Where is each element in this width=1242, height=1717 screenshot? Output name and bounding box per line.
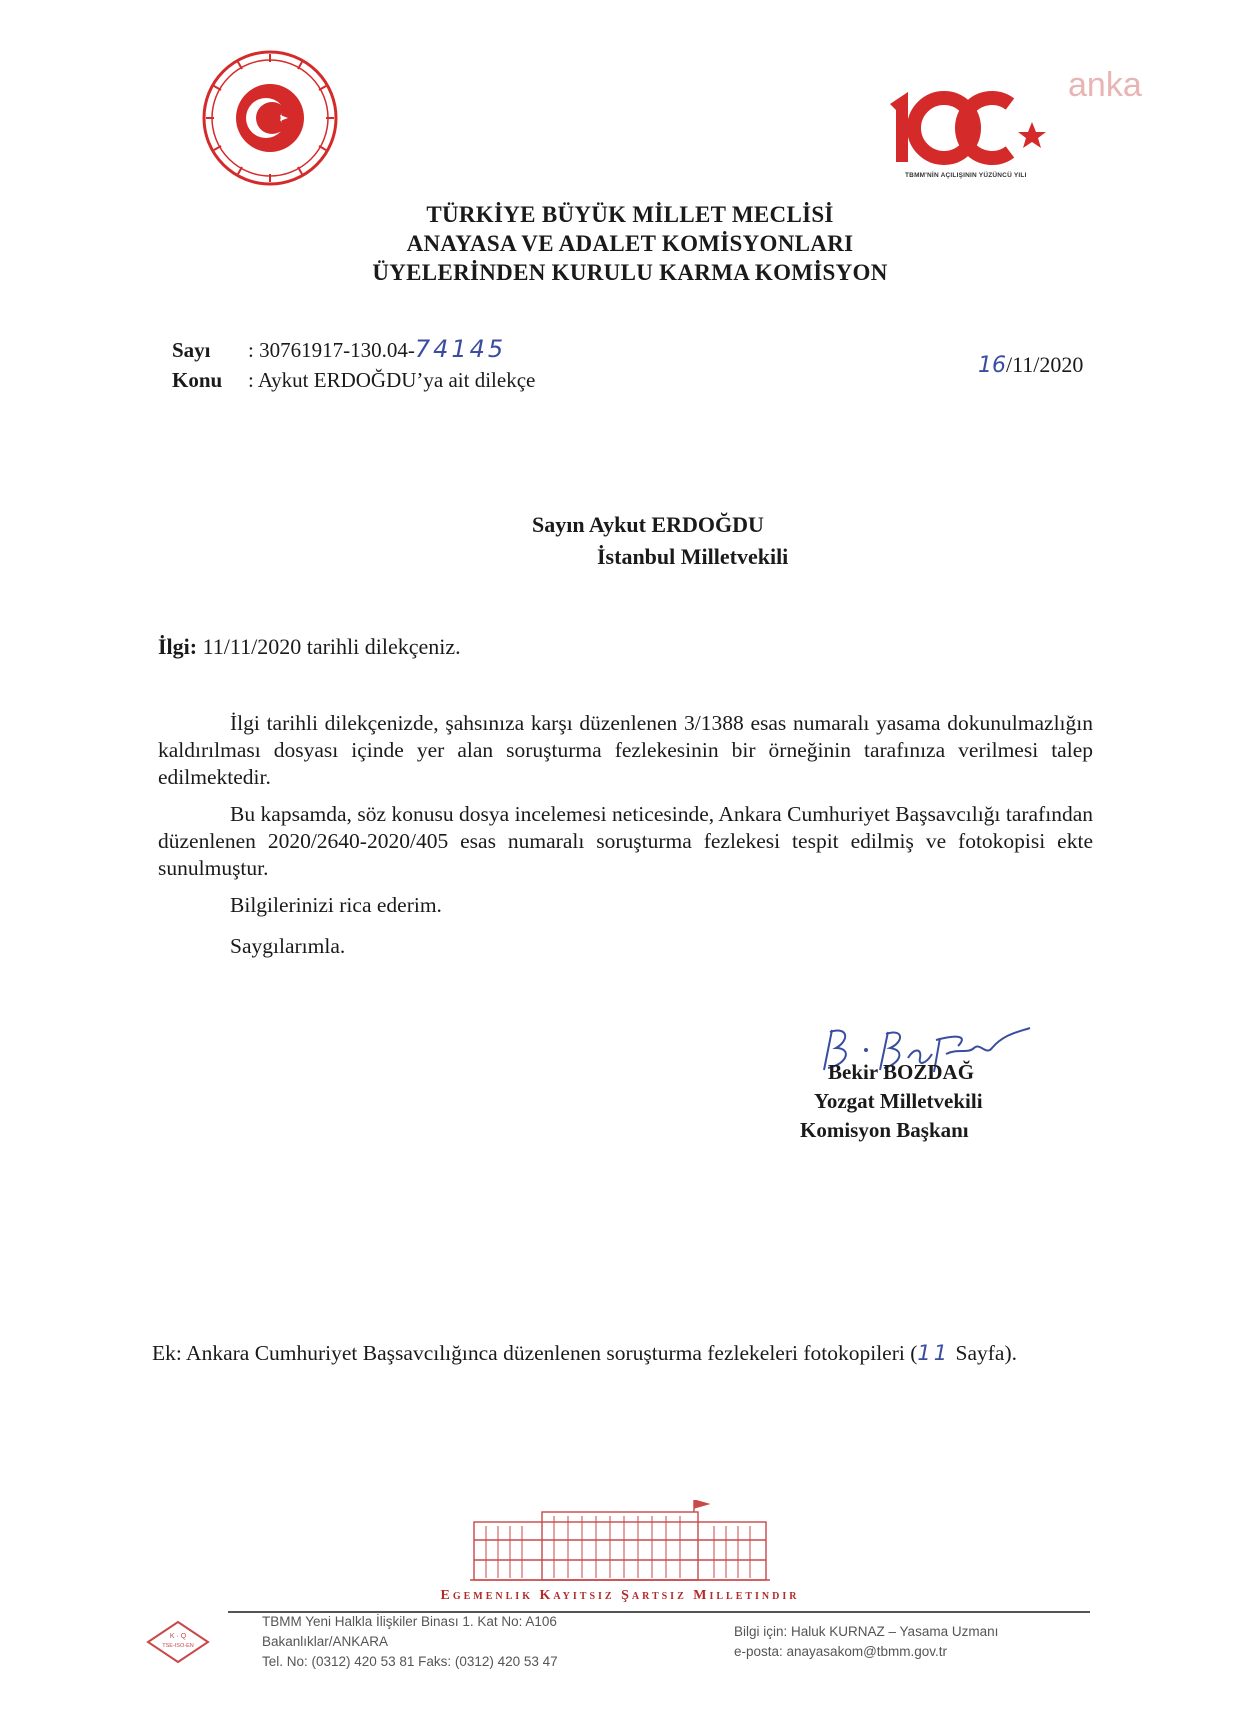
document-date: [978, 352, 1083, 378]
addressee-title: İstanbul Milletvekili: [597, 544, 789, 569]
body-paragraph-2: Bu kapsamda, söz konusu dosya incelemesi neticesinde, Ankara Cumhuriyet Başsavcılığı tarafından düzenlenen 2020/2640-2020/405 esas numaralı soruşturma fezlekesi tespit edilmiş ve fotokopisi ekte sunulmuştur.: [158, 802, 1093, 880]
ilgi-line: [158, 634, 461, 660]
header-line-3: ÜYELERİNDEN KURULU KARMA KOMİSYON: [372, 260, 888, 285]
signer-block: [800, 1058, 983, 1145]
body-paragraph-1: İlgi tarihli dilekçenizde, şahsınıza karşı düzenlenen 3/1388 esas numaralı yasama dokunulmazlığın kaldırılması dosyası içinde yer alan soruşturma fezlekesinin bir örneğinin tarafınıza verilmesi talep edilmektedir.: [158, 711, 1093, 789]
footer-address: [262, 1612, 558, 1672]
iso-certification-icon: [146, 1620, 210, 1664]
attachment-tail: Sayfa).: [955, 1341, 1018, 1365]
centennial-logo: [882, 82, 1062, 182]
anka-watermark: anka: [1068, 66, 1142, 104]
centennial-caption: TBMM'NİN AÇILIŞININ YÜZÜNCÜ YILI: [905, 172, 1027, 179]
svg-text:K · Q: K · Q: [169, 1633, 187, 1640]
body-paragraph-4: Saygılarımla.: [230, 934, 346, 958]
date-handwritten-day: 16: [978, 353, 1006, 378]
letter-body: [158, 710, 1093, 974]
footer-address-line-2: Bakanlıklar/ANKARA: [262, 1634, 389, 1649]
header-line-2: ANAYASA VE ADALET KOMİSYONLARI: [406, 231, 854, 256]
sayi-value: : 30761917-130.04-: [248, 338, 415, 362]
date-rest: /11/2020: [1006, 352, 1084, 377]
attachment-handwritten-count: 11: [917, 1341, 951, 1365]
addressee-name: Sayın Aykut ERDOĞDU: [532, 512, 764, 537]
footer-address-line-1: TBMM Yeni Halkla İlişkiler Binası 1. Kat No: A106: [262, 1614, 557, 1629]
footer-contact: [734, 1622, 998, 1662]
header-line-1: TÜRKİYE BÜYÜK MİLLET MECLİSİ: [426, 202, 834, 227]
attachment-text: Ek: Ankara Cumhuriyet Başsavcılığınca düzenlenen soruşturma fezlekeleri fotokopileri (: [152, 1341, 918, 1365]
parliament-building-illustration: [470, 1500, 770, 1586]
document-header: [300, 200, 960, 287]
sayi-label: Sayı: [172, 338, 211, 362]
footer-phone: Tel. No: (0312) 420 53 81 Faks: (0312) 420 53 47: [262, 1654, 558, 1669]
signer-name: Bekir BOZDAĞ: [828, 1060, 975, 1084]
iso-text: TSE-ISO-EN: [162, 1643, 194, 1649]
ilgi-label: İlgi:: [158, 634, 198, 659]
body-paragraph-3: Bilgilerinizi rica ederim.: [230, 893, 442, 917]
signer-title-1: Yozgat Milletvekili: [814, 1089, 983, 1113]
sayi-handwritten-number: 74145: [414, 335, 507, 363]
ilgi-text: 11/11/2020 tarihli dilekçeniz.: [202, 634, 461, 659]
tbmm-seal-logo: [200, 48, 340, 188]
footer-motto: Egemenlik Kayıtsız Şartsız Milletindir: [440, 1588, 800, 1603]
footer-email: e-posta: anayasakom@tbmm.gov.tr: [734, 1644, 948, 1659]
reference-block: [172, 334, 535, 395]
konu-value: : Aykut ERDOĞDU’ya ait dilekçe: [248, 368, 536, 392]
footer-info: Bilgi için: Haluk KURNAZ – Yasama Uzmanı: [734, 1624, 999, 1639]
signer-title-2: Komisyon Başkanı: [800, 1118, 969, 1142]
attachment-note: [152, 1340, 1097, 1367]
konu-label: Konu: [172, 368, 223, 392]
